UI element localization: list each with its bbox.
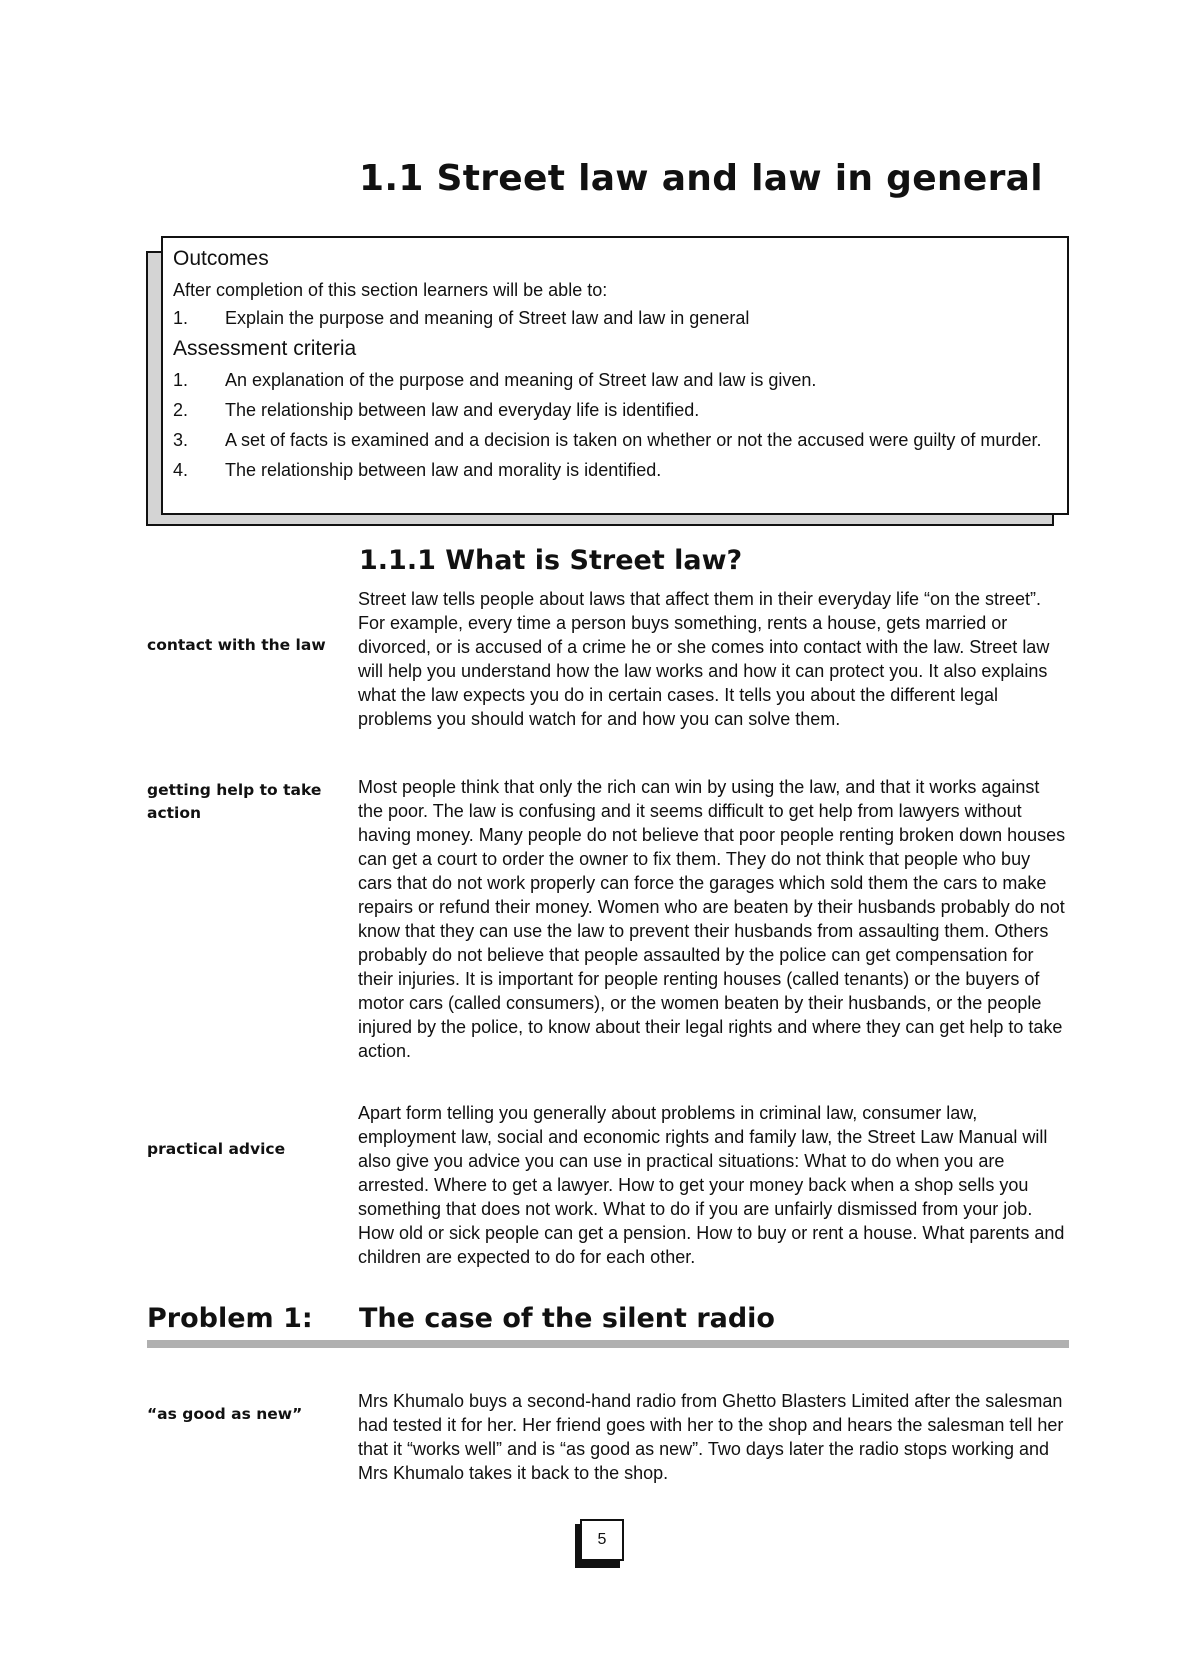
criteria-item [173,458,1055,482]
criteria-list [173,368,1055,482]
criteria-text: The relationship between law and everyday life is identified. [225,400,700,420]
outcomes-list [173,306,1055,330]
problem-label: Problem 1: [147,1303,313,1334]
subsection-title: 1.1.1 What is Street law? [359,545,743,576]
criteria-number: 3. [173,430,189,450]
criteria-text: An explanation of the purpose and meaning of Street law and law is given. [225,370,817,390]
outcome-text: Explain the purpose and meaning of Street law and law in general [225,308,750,328]
margin-note: contact with the law [147,636,326,654]
margin-note: “as good as new” [147,1405,303,1423]
criteria-item [173,398,1055,422]
outcomes-intro: After completion of this section learners will be able to: [173,280,608,300]
outcome-number: 1. [173,308,189,328]
criteria-text: A set of facts is examined and a decision is taken on whether or not the accused were guilty of murder. [225,430,1042,450]
criteria-number: 2. [173,400,189,420]
paragraph: Most people think that only the rich can win by using the law, and that it works against the poor. The law is confusing and it seems difficult to get help from lawyers without having money. Many people do not believe that poor people renting broken down houses can get a court to order the owner to fix them. They do not think that people who buy cars that do not work properly can force the garages which sold them the cars to make repairs or refund their money. Women who are beaten by their husbands probably do not know that they can use the law to prevent their husbands from assaulting them. Others probably do not believe that people assaulted by the police can get compensation for their injuries. It is important for people renting houses (called tenants) or the buyers of motor cars (called consumers), or the women beaten by their husbands, or the people injured by the police, to know about their legal rights and where they can get help to take action. [358,777,1066,1061]
paragraph: Mrs Khumalo buys a second-hand radio from Ghetto Blasters Limited after the salesman had tested it for her. Her friend goes with her to the shop and hears the salesman tell her that it “works well” and is “as good as new”. Two days later the radio stops working and Mrs Khumalo takes it back to the shop. [358,1391,1064,1483]
assessment-heading: Assessment criteria [173,337,357,360]
margin-note: practical advice [147,1140,286,1158]
criteria-number: 4. [173,460,189,480]
problem-divider [147,1340,1069,1348]
page-number: 5 [580,1519,624,1561]
criteria-text: The relationship between law and morality is identified. [225,460,662,480]
paragraph: Apart form telling you generally about problems in criminal law, consumer law, employment law, social and economic rights and family law, the Street Law Manual will also give you advice you can use in practical situations: What to do when you are arrested. Where to get a lawyer. How to get your money back when a shop sells you something that does not work. What to do if you are unfairly dismissed from your job. How old or sick people can get a pension. How to buy or rent a house. What parents and children are expected to do for each other. [358,1103,1065,1267]
margin-note: getting help to take action [147,781,322,822]
problem-title: The case of the silent radio [359,1303,775,1334]
criteria-number: 1. [173,370,189,390]
outcomes-heading: Outcomes [173,247,269,270]
page-title: 1.1 Street law and law in general [359,158,1043,199]
outcome-item [173,306,1055,330]
criteria-item [173,368,1055,392]
criteria-item [173,428,1055,452]
paragraph: Street law tells people about laws that affect them in their everyday life “on the street”. For example, every time a person buys something, rents a house, gets married or divorced, or is accused of a crime he or she comes into contact with the law. Street law will help you understand how the law works and how it can protect you. It also explains what the law expects you do in certain cases. It tells you about the different legal problems you should watch for and how you can solve them. [358,589,1050,729]
outcomes-box [161,236,1069,515]
